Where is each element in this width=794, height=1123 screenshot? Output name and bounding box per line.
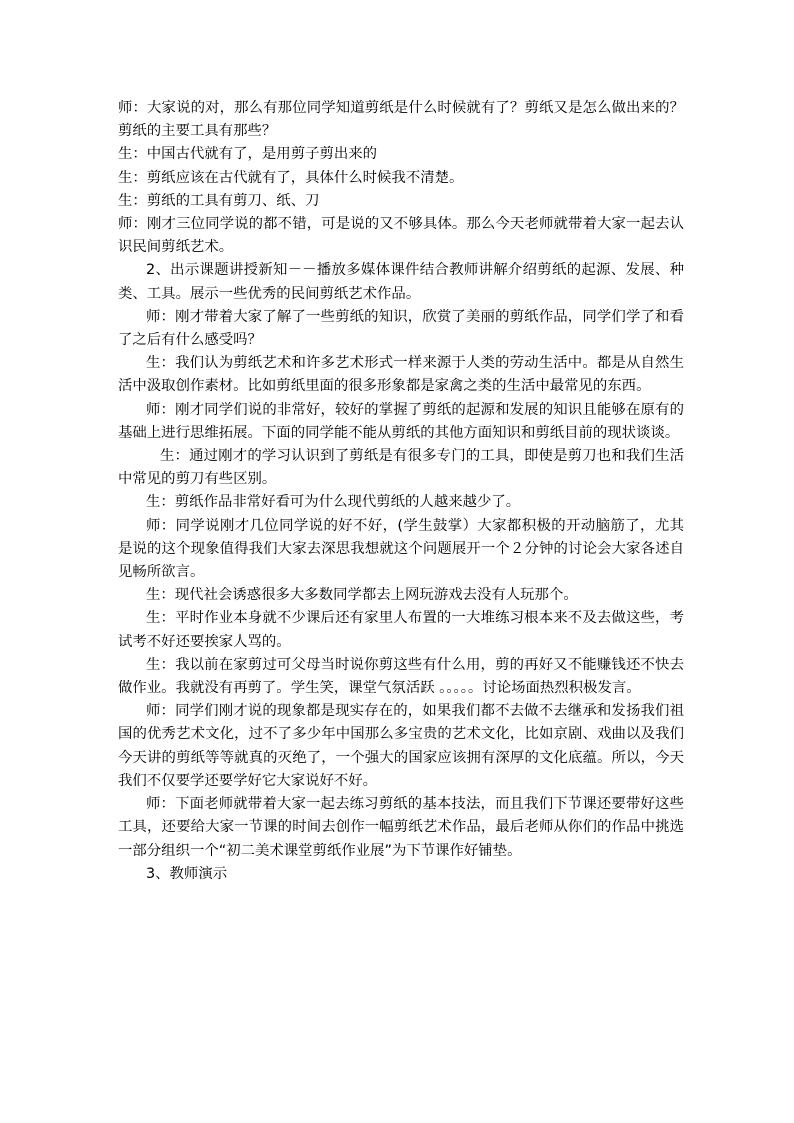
paragraph: 师：刚才同学们说的非常好，较好的掌握了剪纸的起源和发展的知识且能够在原有的基础上进行思维拓展。下面的同学能不能从剪纸的其他方面知识和剪纸目前的现状谈谈。 <box>118 401 684 441</box>
paragraph: 生：剪纸作品非常好看可为什么现代剪纸的人越来越少了。 <box>146 494 521 511</box>
paragraph: 师：同学说刚才几位同学说的好不好，(学生鼓掌）大家都积极的开动脑筋了，尤其是说的这个现象值得我们大家去深思我想就这个问题展开一个２分钟的讨论会大家各述自见畅所欲言。 <box>118 517 684 581</box>
paragraph: 2、出示课题讲授新知－－播放多媒体课件结合教师讲解介绍剪纸的起源、发展、种类、工具。展示一些优秀的民间剪纸艺术作品。 <box>118 262 684 302</box>
paragraph: 生：剪纸的工具有剪刀、纸、刀 <box>118 192 320 209</box>
paragraph: 师：下面老师就带着大家一起去练习剪纸的基本技法，而且我们下节课还要带好这些工具，还要给大家一节课的时间去创作一幅剪纸艺术作品，最后老师从你们的作品中挑选一部分组织一个“初二美术课堂剪纸作业展”为下节课作好铺垫。 <box>118 796 684 859</box>
paragraph: 生：剪纸应该在古代就有了，具体什么时候我不清楚。 <box>118 169 464 186</box>
paragraph: 师：刚才三位同学说的都不错，可是说的又不够具体。那么今天老师就带着大家一起去认识民间剪纸艺术。 <box>118 216 684 256</box>
paragraph: 生：通过刚才的学习认识到了剪纸是有很多专门的工具，即使是剪刀也和我们生活中常见的剪刀有些区别。 <box>118 448 684 488</box>
paragraph: 师：刚才带着大家了解了一些剪纸的知识，欣赏了美丽的剪纸作品，同学们学了和看了之后有什么感受吗？ <box>118 308 684 349</box>
paragraph: 3、教师演示 <box>146 865 228 882</box>
paragraph: 生：平时作业本身就不少课后还有家里人布置的一大堆练习根本来不及去做这些，考试考不好还要挨家人骂的。 <box>118 610 684 650</box>
paragraph: 生：现代社会诱惑很多大多数同学都去上网玩游戏去没有人玩那个。 <box>146 587 578 604</box>
document-body <box>118 97 684 886</box>
paragraph: 师：同学们刚才说的现象都是现实存在的，如果我们都不去做不去继承和发扬我们祖国的优秀艺术文化，过不了多少年中国那么多宝贵的艺术文化，比如京剧、戏曲以及我们今天讲的剪纸等等就真的灭绝了，一个强大的国家应该拥有深厚的文化底蕴。所以，今天我们不仅要学还要学好它大家说好不好。 <box>118 703 684 789</box>
paragraph: 师：大家说的对，那么有那位同学知道剪纸是什么时候就有了？剪纸又是怎么做出来的？ 剪纸的主要工具有那些？ <box>118 100 684 140</box>
paragraph: 生：我以前在家剪过可父母当时说你剪这些有什么用，剪的再好又不能赚钱还不快去做作业。我就没有再剪了。学生笑，课堂气氛活跃 。。。。。讨论场面热烈积极发言。 <box>118 656 684 697</box>
paragraph: 生：中国古代就有了，是用剪子剪出来的 <box>118 146 378 163</box>
paragraph: 生：我们认为剪纸艺术和许多艺术形式一样来源于人类的劳动生活中。都是从自然生活中汲取创作素材。比如剪纸里面的很多形象都是家禽之类的生活中最常见的东西。 <box>118 355 684 395</box>
